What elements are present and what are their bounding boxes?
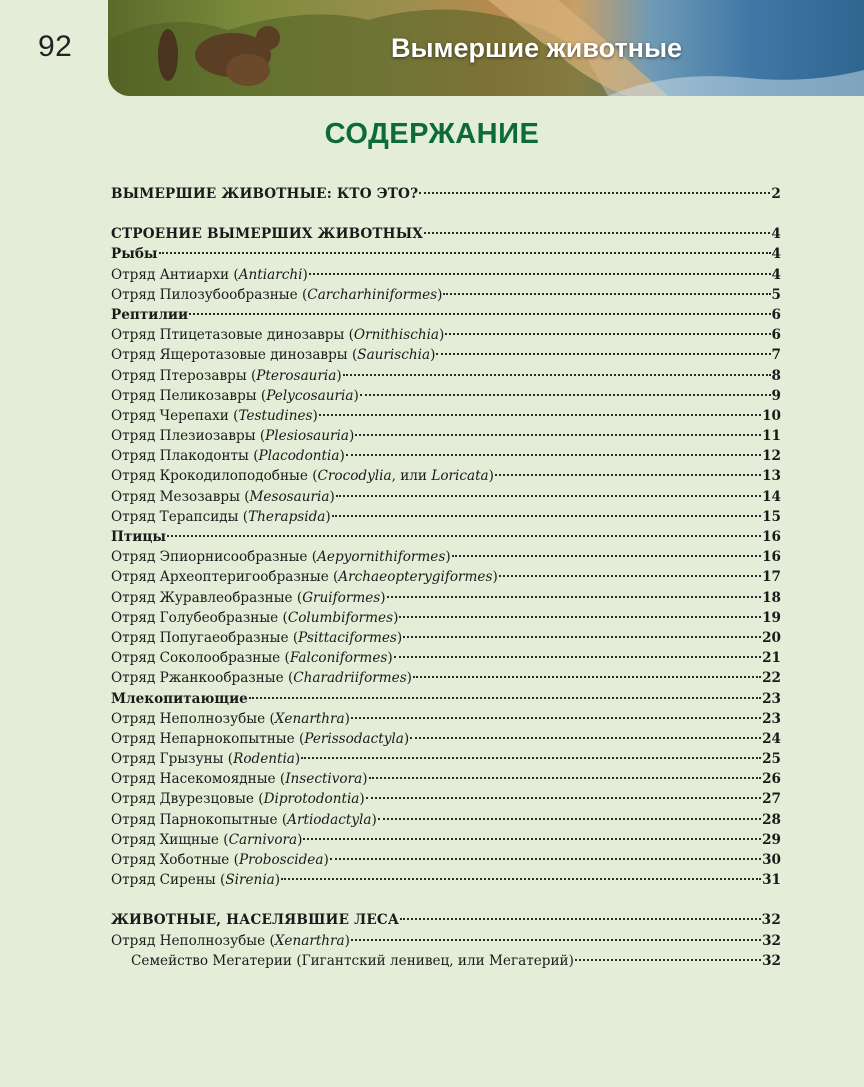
toc-entry-title: Отряд Ржанкообразные (Charadriiformes) [111,670,412,687]
latin-name: Loricata [431,468,489,485]
toc-entry-order[interactable] [111,285,781,305]
dot-leader [189,313,770,315]
header-banner [108,0,864,96]
toc-entry-order[interactable] [111,769,781,789]
latin-name: Gruiformes [302,589,381,606]
toc-page-number: 30 [762,852,781,868]
toc-page-number: 23 [762,690,781,707]
toc-entry-group[interactable] [111,689,781,709]
latin-name: Saurischia [357,347,431,364]
toc-entry-order[interactable] [111,588,781,608]
toc-entry-title: ЖИВОТНЫЕ, НАСЕЛЯВШИЕ ЛЕСА [111,912,400,929]
toc-page-number: 6 [771,306,781,323]
toc-entry-title: Отряд Крокодилоподобные (Crocodylia, или Loricata) [111,468,494,485]
toc-entry-order[interactable] [111,406,781,426]
toc-heading: СОДЕРЖАНИЕ [324,118,540,150]
latin-name: Proboscidea [238,852,324,868]
toc-entry-order[interactable] [111,810,781,830]
table-of-contents [111,184,781,971]
toc-entry-order[interactable] [111,386,781,406]
latin-name: Falconiformes [289,650,388,667]
toc-page-number: 18 [762,589,781,606]
dot-leader [394,656,761,658]
dot-leader [419,192,770,194]
toc-entry-order[interactable] [111,850,781,870]
toc-entry-order[interactable] [111,749,781,769]
toc-page-number: 7 [771,347,781,364]
dot-leader [366,797,761,799]
dot-leader [410,737,761,739]
page-number: 92 [38,30,73,63]
latin-name: Insectivora [285,771,363,788]
latin-name: Pelycosauria [266,387,354,404]
toc-entry-order[interactable] [111,709,781,729]
latin-name: Sirenia [225,872,275,889]
toc-page-number: 28 [762,811,781,828]
toc-entry-title: Млекопитающие [111,690,248,707]
toc-entry-title: Семейство Мегатерии (Гигантский ленивец, или Мегатерий) [131,952,574,969]
toc-page-number: 2 [771,186,781,202]
toc-page-number: 6 [771,327,781,344]
toc-entry-title: ВЫМЕРШИЕ ЖИВОТНЫЕ: КТО ЭТО? [111,186,419,202]
toc-entry-order[interactable] [111,729,781,749]
toc-entry-title: Отряд Сирены (Sirenia) [111,872,281,889]
dot-leader [309,273,771,275]
dot-leader [330,858,761,860]
toc-entry-order[interactable] [111,426,781,446]
toc-page-number: 4 [771,226,781,243]
latin-name: Ornithischia [353,327,440,344]
toc-page-number: 21 [762,650,781,667]
latin-name: Crocodylia [317,468,392,485]
dot-leader [443,293,770,295]
dot-leader [355,434,761,436]
toc-entry-title: Птицы [111,529,167,545]
dot-leader [343,374,771,376]
dot-leader [346,454,761,456]
toc-entry-section[interactable] [111,184,781,204]
toc-page-number: 19 [762,609,781,626]
latin-name: Columbiformes [287,609,394,626]
latin-name: Pterosauria [256,367,337,384]
dot-leader [399,616,761,618]
toc-page-number: 4 [771,266,781,283]
toc-entry-title: Отряд Птерозавры (Pterosauria) [111,367,342,384]
toc-page-number: 9 [771,387,781,404]
toc-entry-section[interactable] [111,910,781,930]
toc-page-number: 10 [762,407,781,424]
dot-leader [403,636,761,638]
toc-entry-section[interactable] [111,224,781,244]
header-title: Вымершие животные [391,33,683,63]
toc-page-number: 12 [762,448,781,465]
toc-entry-order[interactable] [111,507,781,527]
dot-leader [167,535,761,537]
toc-page-number: 32 [762,932,781,949]
toc-entry-title: Отряд Неполнозубые (Xenarthra) [111,932,350,949]
toc-page-number: 25 [762,751,781,768]
toc-entry-order[interactable] [111,345,781,365]
toc-gap [111,890,781,910]
dot-leader [336,495,761,497]
latin-name: Testudines [238,407,313,424]
toc-entry-title: Отряд Терапсиды (Therapsida) [111,508,331,525]
toc-entry-order[interactable] [111,668,781,688]
dot-leader [360,394,771,396]
toc-page-number: 20 [762,629,781,646]
toc-entry-title: Рептилии [111,306,189,323]
latin-name: Archaeopterygiformes [338,569,493,586]
toc-entry-title: Отряд Грызуны (Rodentia) [111,751,301,768]
toc-entry-title: Отряд Плакодонты (Placodontia) [111,448,345,465]
latin-name: Rodentia [233,751,295,768]
toc-entry-order[interactable] [111,466,781,486]
toc-entry-order[interactable] [111,648,781,668]
toc-entry-order[interactable] [111,325,781,345]
toc-entry-order[interactable] [111,487,781,507]
latin-name: Xenarthra [274,710,345,727]
dot-leader [424,232,770,234]
latin-name: Diprotodontia [263,791,360,808]
toc-page-number: 17 [762,569,781,586]
dot-leader [303,838,761,840]
latin-name: Psittaciformes [298,629,397,646]
toc-entry-title: Отряд Пилозубообразные (Carcharhiniformes) [111,286,443,303]
toc-entry-title: Отряд Соколообразные (Falconiformes) [111,650,393,667]
toc-entry-order[interactable] [111,931,781,951]
toc-entry-order[interactable] [111,628,781,648]
toc-entry-title: Отряд Непарнокопытные (Perissodactyla) [111,730,410,747]
toc-entry-title: Отряд Хоботные (Proboscidea) [111,852,329,868]
toc-entry-order[interactable] [111,567,781,587]
toc-entry-order[interactable] [111,830,781,850]
toc-gap [111,204,781,224]
dot-leader [319,414,761,416]
dot-leader [436,353,770,355]
toc-page-number: 15 [762,508,781,525]
dot-leader [499,575,761,577]
toc-page-number: 5 [771,286,781,303]
toc-entry-title: Отряд Парнокопытные (Artiodactyla) [111,811,377,828]
toc-entry-title: Отряд Журавлеобразные (Gruiformes) [111,589,386,606]
toc-page-number: 8 [771,367,781,384]
dot-leader [575,959,761,961]
toc-entry-title: Отряд Плезиозавры (Plesiosauria) [111,428,355,445]
toc-entry-order[interactable] [111,789,781,809]
dot-leader [249,697,761,699]
toc-entry-order[interactable] [111,547,781,567]
toc-entry-title: Отряд Антиархи (Antiarchi) [111,266,308,283]
dot-leader [281,878,761,880]
dot-leader [378,818,761,820]
toc-entry-title: Отряд Голубеобразные (Columbiformes) [111,609,399,626]
dot-leader [332,515,761,517]
toc-entry-order[interactable] [111,608,781,628]
dot-leader [351,717,761,719]
toc-entry-title: Отряд Птицетазовые динозавры (Ornithischia) [111,327,445,344]
toc-entry-title: Отряд Попугаеобразные (Psittaciformes) [111,629,403,646]
dot-leader [495,474,761,476]
latin-name: Placodontia [258,448,340,465]
toc-page-number: 11 [762,428,781,445]
dot-leader [400,918,760,920]
toc-entry-title: Отряд Мезозавры (Mesosauria) [111,488,335,505]
toc-entry-title: Рыбы [111,246,158,263]
toc-page-number: 14 [762,488,781,505]
toc-entry-order[interactable] [111,265,781,285]
toc-page-number: 16 [762,549,781,566]
toc-page-number: 16 [762,529,781,545]
dot-leader [445,333,770,335]
toc-entry-group[interactable] [111,527,781,547]
toc-entry-group[interactable] [111,244,781,264]
toc-page-number: 27 [762,791,781,808]
latin-name: Aepyornithiformes [317,549,446,566]
toc-entry-sub[interactable] [111,951,781,971]
toc-entry-title: Отряд Пеликозавры (Pelycosauria) [111,387,359,404]
toc-entry-title: Отряд Археоптеригообразные (Archaeopterygiformes) [111,569,498,586]
latin-name: Carnivora [228,831,298,848]
toc-page-number: 32 [761,912,781,929]
toc-page-number: 29 [762,831,781,848]
toc-page-number: 32 [762,952,781,969]
latin-name: Therapsida [248,508,326,525]
toc-entry-title: Отряд Черепахи (Testudines) [111,407,318,424]
dot-leader [452,555,761,557]
toc-page-number: 24 [762,730,781,747]
toc-entry-order[interactable] [111,870,781,890]
latin-name: Xenarthra [274,932,345,949]
toc-entry-title: Отряд Хищные (Carnivora) [111,831,303,848]
toc-entry-title: Отряд Неполнозубые (Xenarthra) [111,710,350,727]
toc-entry-order[interactable] [111,446,781,466]
toc-page-number: 23 [762,710,781,727]
latin-name: Carcharhiniformes [307,286,438,303]
dot-leader [413,676,761,678]
toc-page-number: 22 [762,670,781,687]
toc-page-number: 26 [762,771,781,788]
latin-name: Plesiosauria [265,428,349,445]
dot-leader [159,252,771,254]
toc-page-number: 31 [762,872,781,889]
toc-entry-title: Отряд Ящеротазовые динозавры (Saurischia) [111,347,436,364]
toc-page-number: 13 [762,468,781,485]
toc-entry-title: Отряд Насекомоядные (Insectivora) [111,771,368,788]
toc-entry-title: Отряд Двурезцовые (Diprotodontia) [111,791,365,808]
toc-entry-title: Отряд Эпиорнисообразные (Aepyornithiformes) [111,549,451,566]
toc-page-number: 4 [771,246,781,263]
latin-name: Perissodactyla [304,730,404,747]
dot-leader [369,777,762,779]
dot-leader [351,939,761,941]
toc-entry-title: СТРОЕНИЕ ВЫМЕРШИХ ЖИВОТНЫХ [111,226,424,243]
latin-name: Antiarchi [238,266,303,283]
dot-leader [387,596,761,598]
latin-name: Mesosauria [249,488,330,505]
toc-entry-group[interactable] [111,305,781,325]
latin-name: Charadriiformes [293,670,407,687]
dot-leader [301,757,761,759]
latin-name: Artiodactyla [287,811,372,828]
toc-entry-order[interactable] [111,366,781,386]
